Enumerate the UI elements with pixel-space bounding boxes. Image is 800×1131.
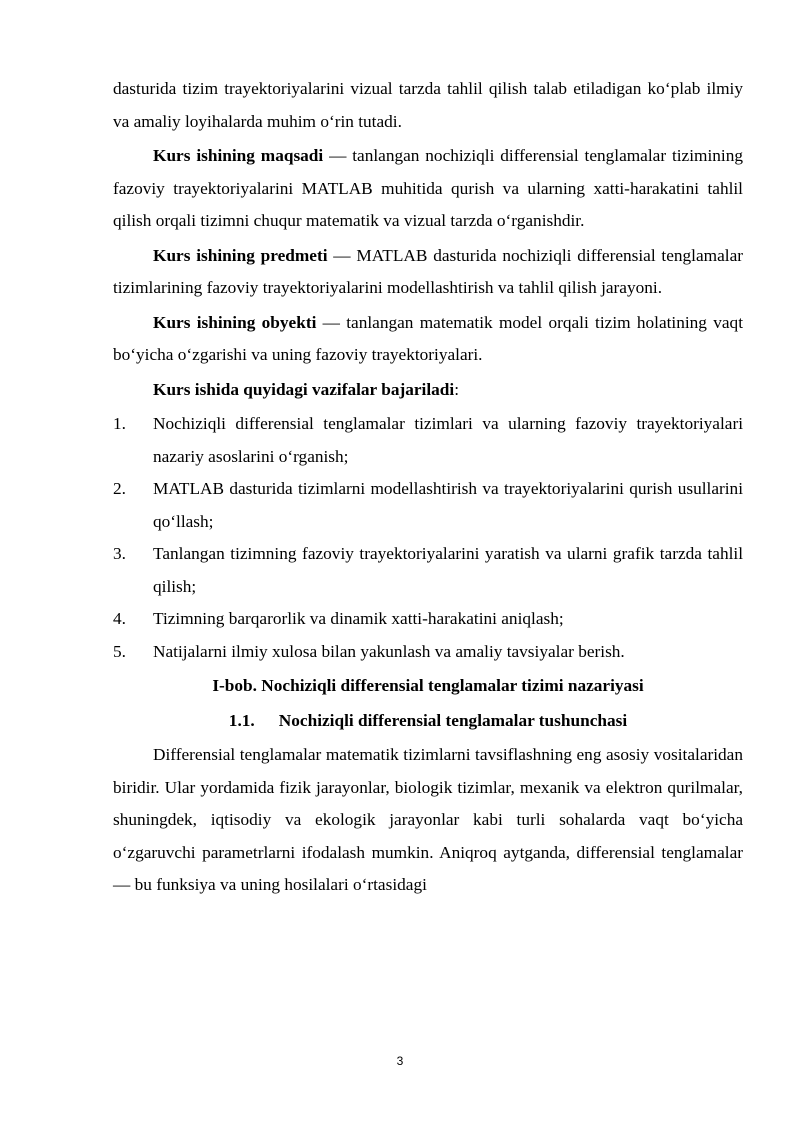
list-item-number: 5. [113, 641, 126, 661]
list-item-text: Tizimning barqarorlik va dinamik xatti-harakatini aniqlash; [153, 609, 564, 628]
list-item-number: 2. [113, 479, 126, 498]
list-item-number: 4. [113, 609, 126, 628]
list-item-text: Natijalarni ilmiy xulosa bilan yakunlash va amaliy tavsiyalar berish. [153, 641, 625, 661]
subject-text: — MATLAB dasturida nochiziqli differensial tenglamalar tizimlarining fazoviy trayektoriyalarini modellashtirish va tahlil qilish jarayoni. [113, 245, 743, 297]
object-paragraph [113, 307, 743, 372]
subject-paragraph [113, 240, 743, 305]
goal-paragraph [113, 140, 743, 238]
list-item-text: MATLAB dasturida tizimlarni modellashtirish va trayektoriyalarini qurish usullarini qo‘llash; [153, 479, 743, 531]
goal-term: Kurs ishining maqsadi [153, 146, 324, 165]
tasks-heading-colon: : [454, 379, 460, 399]
chapter-heading: I-bob. Nochiziqli differensial tenglamalar tizimi nazariyasi [212, 676, 644, 695]
goal-text: — tanlangan nochiziqli differensial tenglamalar tizimining fazoviy trayektoriyalarini MATLAB muhitida qurish va ularning xatti-harakatini tahlil qilish orqali tizimni chuqur matematik va vizual tarzda o‘rganishdir. [113, 146, 743, 230]
list-item [113, 473, 743, 538]
page-number: 3 [396, 1054, 404, 1068]
list-item [113, 636, 743, 669]
section-number: 1.1. [228, 710, 255, 730]
tasks-heading-text: Kurs ishida quyidagi vazifalar bajariladi [153, 379, 455, 399]
object-text: — tanlangan matematik model orqali tizim holatining vaqt bo‘yicha o‘zgarishi va uning fazoviy trayektoriyalari. [113, 312, 743, 364]
subject-term: Kurs ishining predmeti [153, 245, 328, 265]
intro-continuation-paragraph: dasturida tizim trayektoriyalarini vizual tarzda tahlil qilish talab etiladigan ko‘plab ilmiy va amaliy loyihalarda muhim o‘rin tutadi. [113, 79, 743, 131]
section-heading [113, 705, 743, 738]
list-item [113, 538, 743, 603]
list-item-number: 3. [113, 544, 126, 563]
section-title: Nochiziqli differensial tenglamalar tushunchasi [278, 710, 628, 730]
list-item [113, 408, 743, 473]
list-item [113, 603, 743, 636]
list-item-text: Nochiziqli differensial tenglamalar tizimlari va ularning fazoviy trayektoriyalari nazariy asoslarini o‘rganish; [153, 414, 743, 466]
page-content [113, 73, 743, 902]
tasks-list [113, 408, 743, 668]
tasks-heading [113, 374, 743, 407]
object-term: Kurs ishining obyekti [153, 312, 317, 332]
body-paragraph: Differensial tenglamalar matematik tizimlarni tavsiflashning eng asosiy vositalaridan biridir. Ular yordamida fizik jarayonlar, biologik tizimlar, mexanik va elektron qurilmalar, shuningdek, iqtisodiy va ekologik jarayonlar kabi turli sohalarda vaqt bo‘yicha o‘zgaruvchi parametrlarni ifodalash mumkin. Aniqroq aytganda, differensial tenglamalar — bu funksiya va uning hosilalari o‘rtasidagi [113, 745, 743, 894]
list-item-text: Tanlangan tizimning fazoviy trayektoriyalarini yaratish va ularni grafik tarzda tahlil qilish; [153, 544, 743, 596]
list-item-number: 1. [113, 414, 126, 433]
